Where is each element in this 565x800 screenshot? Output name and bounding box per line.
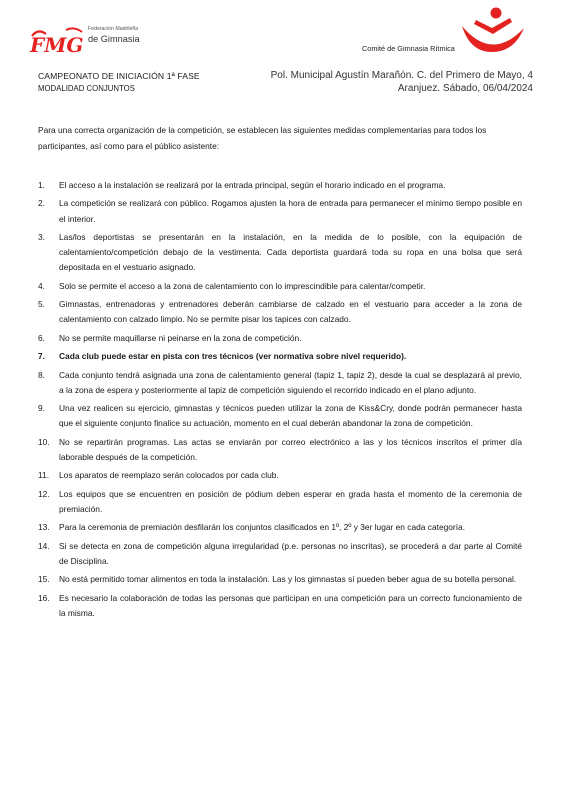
item-text: Las/los deportistas se presentarán en la instalación, en la medida de lo posible, con la equipación de calentamiento/competición debajo de la vestimenta. Cada deportista guardará toda su ropa en una bolsa que será depositada en el vestuario asignado. bbox=[59, 231, 522, 273]
item-number: 10. bbox=[38, 436, 50, 447]
item-number: 3. bbox=[38, 231, 45, 242]
rhythmic-gymnastics-logo bbox=[456, 6, 528, 54]
list-item bbox=[38, 435, 522, 465]
list-item bbox=[38, 279, 522, 294]
list-item bbox=[38, 368, 522, 398]
item-number: 6. bbox=[38, 332, 45, 343]
list-item bbox=[38, 178, 522, 193]
list-item bbox=[38, 520, 522, 535]
list-item bbox=[38, 401, 522, 431]
list-item bbox=[38, 539, 522, 569]
item-number: 15. bbox=[38, 574, 50, 585]
list-item-highlighted bbox=[38, 349, 522, 364]
fmg-logo-title: de Gimnasia bbox=[88, 34, 140, 44]
item-text: Una vez realicen su ejercicio, gimnastas y técnicos pueden utilizar la zona de Kiss&Cry, donde podrán permanecer hasta que el siguiente conjunto finalice su actuación, momento en el cual deberán abandonar la zona de competición. bbox=[59, 403, 522, 429]
item-number: 14. bbox=[38, 540, 50, 551]
list-item bbox=[38, 591, 522, 621]
modality-label: MODALIDAD CONJUNTOS bbox=[38, 84, 135, 93]
item-number: 7. bbox=[38, 351, 45, 362]
item-text: Los equipos que se encuentren en posición de pódium deben esperar en grada hasta el momento de la ceremonia de premiación. bbox=[59, 488, 522, 514]
item-text: Solo se permite el acceso a la zona de calentamiento con lo imprescindible para calentar/competir. bbox=[59, 280, 426, 291]
list-item bbox=[38, 196, 522, 226]
item-text: Cada club puede estar en pista con tres técnicos (ver normativa sobre nivel requerido). bbox=[59, 351, 407, 362]
rules-list bbox=[38, 178, 522, 624]
item-number: 2. bbox=[38, 198, 45, 209]
list-item bbox=[38, 487, 522, 517]
list-item bbox=[38, 572, 522, 587]
item-text: No está permitido tomar alimentos en toda la instalación. Las y los gimnastas sí pueden beber agua de su botella personal. bbox=[59, 574, 517, 585]
location-date: Aranjuez. Sábado, 06/04/2024 bbox=[397, 83, 533, 94]
fmg-logo bbox=[28, 22, 148, 62]
item-text: Para la ceremonia de premiación desfilarán los conjuntos clasificados en 1º, 2º y 3er lugar en cada categoría. bbox=[59, 522, 466, 533]
fmg-logo-mark bbox=[28, 26, 86, 58]
item-number: 12. bbox=[38, 488, 50, 499]
list-item bbox=[38, 468, 522, 483]
list-item bbox=[38, 331, 522, 346]
item-text: La competición se realizará con público. Rogamos ajusten la hora de entrada para permanecer el mínimo tiempo posible en el interior. bbox=[59, 198, 522, 224]
item-text: No se repartirán programas. Las actas se enviarán por correo electrónico a las y los técnicos inscritos el primer día laborable después de la competición. bbox=[59, 436, 522, 462]
venue-address: Pol. Municipal Agustín Marañón. C. del Primero de Mayo, 4 bbox=[270, 70, 533, 81]
item-number: 1. bbox=[38, 180, 45, 190]
item-number: 8. bbox=[38, 369, 45, 380]
item-text: Gimnastas, entrenadoras y entrenadores deberán cambiarse de calzado en el vestuario para acceder a la zona de calentamiento con calzado limpio. No se permite pisar los tapices con calzado. bbox=[59, 299, 522, 325]
item-number: 4. bbox=[38, 280, 45, 291]
item-text: El acceso a la instalación se realizará por la entrada principal, según el horario indicado en el programa. bbox=[59, 180, 446, 190]
item-number: 13. bbox=[38, 522, 50, 533]
item-text: Cada conjunto tendrá asignada una zona de calentamiento general (tapiz 1, tapiz 2), desde la cual se desplazará al previo, a la zona de espera y posteriormente al tapiz de competición siguiendo el recorrido indicado en el plano adjunto. bbox=[59, 369, 522, 395]
fmg-logo-subtitle: Federación Madrileña bbox=[88, 26, 139, 32]
list-item bbox=[38, 230, 522, 276]
item-number: 5. bbox=[38, 299, 45, 310]
svg-text:FMG: FMG bbox=[30, 33, 84, 57]
item-text: Los aparatos de reemplazo serán colocados por cada club. bbox=[59, 470, 279, 481]
item-text: Es necesario la colaboración de todas las personas que participan en una competición para un correcto funcionamiento de la misma. bbox=[59, 592, 522, 618]
item-text: Si se detecta en zona de competición alguna irregularidad (p.e. personas no inscritas), se procederá a dar parte al Comité de Disciplina. bbox=[59, 540, 522, 566]
item-number: 16. bbox=[38, 592, 50, 603]
item-number: 11. bbox=[38, 470, 50, 481]
committee-name: Comité de Gimnasia Rítmica bbox=[362, 44, 455, 53]
intro-paragraph: Para una correcta organización de la competición, se establecen las siguientes medidas complementarias para todos los participantes, así como para el público asistente: bbox=[38, 125, 487, 151]
item-text: No se permite maquillarse ni peinarse en la zona de competición. bbox=[59, 332, 302, 343]
item-number: 9. bbox=[38, 403, 45, 414]
list-item bbox=[38, 297, 522, 327]
championship-title: CAMPEONATO DE INICIACIÓN 1ª FASE bbox=[38, 71, 200, 81]
